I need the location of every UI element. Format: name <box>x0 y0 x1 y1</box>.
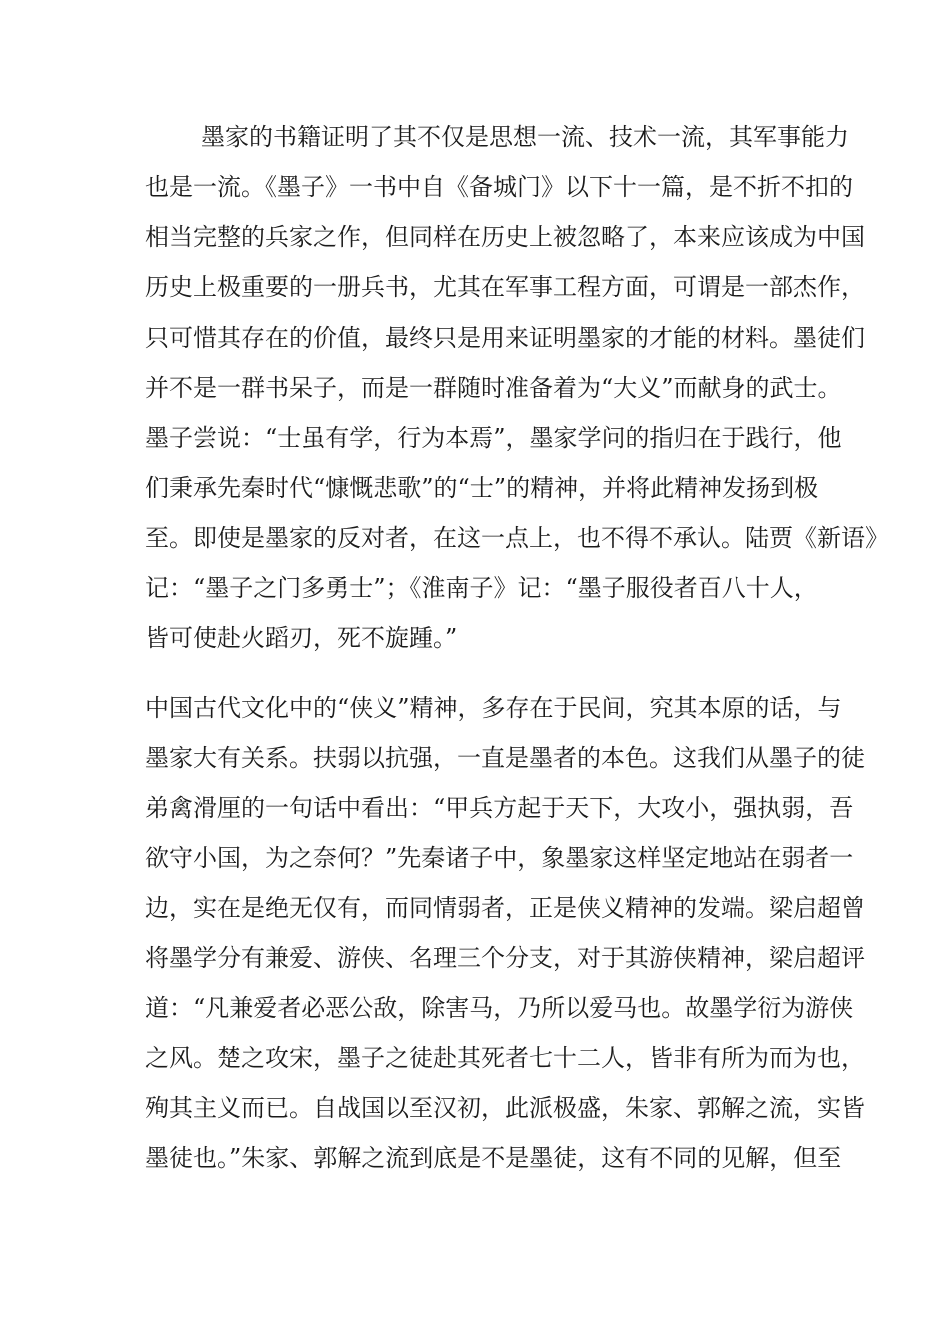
paragraph-2-line-7: 道：“凡兼爱者必恶公敌，除害马，乃所以爱马也。故墨学衍为游侠 <box>145 994 854 1022</box>
paragraph-2-line-8: 之风。楚之攻宋，墨子之徒赴其死者七十二人，皆非有所为而为也， <box>145 1044 865 1072</box>
paragraph-1-line-1: 墨家的书籍证明了其不仅是思想一流、技术一流，其军事能力 <box>201 123 849 151</box>
paragraph-1-line-8: 们秉承先秦时代“慷慨悲歌”的“士”的精神，并将此精神发扬到极 <box>145 474 819 502</box>
paragraph-1-line-6: 并不是一群书呆子，而是一群随时准备着为“大义”而献身的武士。 <box>145 374 842 402</box>
paragraph-2-line-6: 将墨学分有兼爱、游侠、名理三个分支，对于其游侠精神，梁启超评 <box>145 944 865 972</box>
paragraph-2-line-9: 殉其主义而已。自战国以至汉初，此派极盛，朱家、郭解之流，实皆 <box>145 1094 865 1122</box>
paragraph-2-line-5: 边，实在是绝无仅有，而同情弱者，正是侠义精神的发端。梁启超曾 <box>145 894 865 922</box>
paragraph-1-line-4: 历史上极重要的一册兵书，尤其在军事工程方面，可谓是一部杰作， <box>145 273 865 301</box>
paragraph-1-line-3: 相当完整的兵家之作，但同样在历史上被忽略了，本来应该成为中国 <box>145 223 865 251</box>
paragraph-1-line-7: 墨子尝说：“士虽有学，行为本焉”，墨家学问的指归在于践行，他 <box>145 424 842 452</box>
paragraph-2-line-1: 中国古代文化中的“侠义”精神，多存在于民间，究其本原的话，与 <box>145 694 842 722</box>
paragraph-2-line-4: 欲守小国，为之奈何？”先秦诸子中，象墨家这样坚定地站在弱者一 <box>145 844 854 872</box>
paragraph-1-line-5: 只可惜其存在的价值，最终只是用来证明墨家的才能的材料。墨徒们 <box>145 324 865 352</box>
paragraph-2-line-3: 弟禽滑厘的一句话中看出：“甲兵方起于天下，大攻小，强执弱，吾 <box>145 794 854 822</box>
paragraph-1-line-10: 记：“墨子之门多勇士”；《淮南子》记：“墨子服役者百八十人， <box>145 574 818 602</box>
paragraph-1-line-11: 皆可使赴火蹈刃，死不旋踵。” <box>145 624 458 652</box>
paragraph-2-line-2: 墨家大有关系。扶弱以抗强，一直是墨者的本色。这我们从墨子的徒 <box>145 744 865 772</box>
paragraph-1-line-2: 也是一流。《墨子》一书中自《备城门》以下十一篇，是不折不扣的 <box>145 173 853 201</box>
paragraph-2-line-10: 墨徒也。”朱家、郭解之流到底是不是墨徒，这有不同的见解，但至 <box>145 1144 842 1172</box>
paragraph-1-line-9: 至。即使是墨家的反对者，在这一点上，也不得不承认。陆贾《新语》 <box>145 524 889 552</box>
